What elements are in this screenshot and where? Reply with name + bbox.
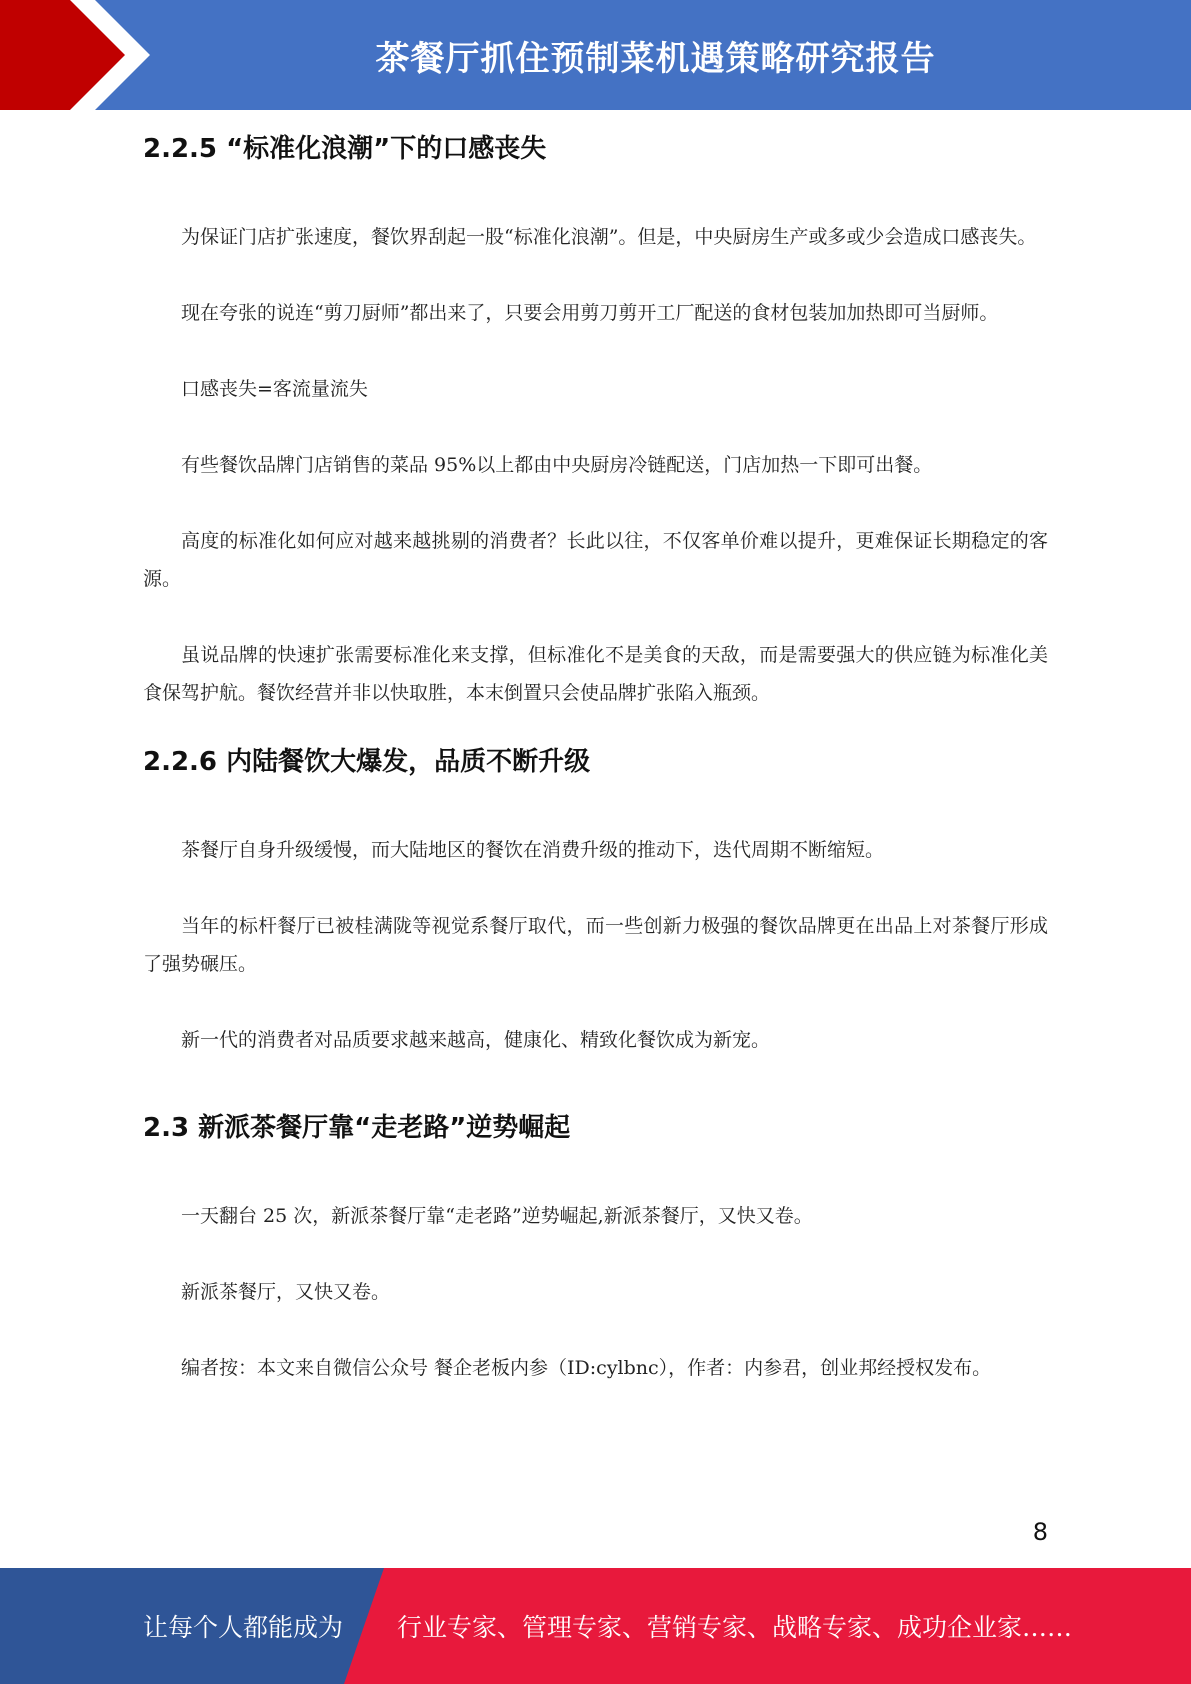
footer-banner [0,1568,1191,1684]
paragraph: 新派茶餐厅，又快又卷。 [181,1281,391,1303]
paragraph: 当年的标杆餐厅已被桂满陇等视觉系餐厅取代，而一些创新力极强的餐饮品牌更在出品上对茶餐厅形成了强势碾压。 [143,915,1048,975]
paragraph: 口感丧失=客流量流失 [181,378,368,400]
section-heading-2-2-6: 2.2.6 内陆餐饮大爆发，品质不断升级 [143,747,591,777]
page-number: 8 [1032,1518,1048,1546]
report-title: 茶餐厅抓住预制菜机遇策略研究报告 [375,38,936,79]
paragraph: 高度的标准化如何应对越来越挑剔的消费者？长此以往，不仅客单价难以提升，更难保证长期稳定的客源。 [143,530,1048,590]
chevron-arrow-icon [0,0,150,110]
page-content [143,118,1048,1387]
footer-slogan-right: 行业专家、管理专家、营销专家、战略专家、成功企业家…… [397,1613,1073,1642]
footer-slogan-left: 让每个人都能成为 [143,1613,344,1642]
paragraph: 有些餐饮品牌门店销售的菜品 95%以上都由中央厨房冷链配送，门店加热一下即可出餐。 [181,454,933,476]
paragraph: 茶餐厅自身升级缓慢，而大陆地区的餐饮在消费升级的推动下，迭代周期不断缩短。 [181,839,885,861]
report-header [0,0,1191,110]
paragraph: 一天翻台 25 次，新派茶餐厅靠“走老路”逆势崛起,新派茶餐厅，又快又卷。 [181,1205,813,1227]
paragraph: 现在夸张的说连“剪刀厨师”都出来了，只要会用剪刀剪开工厂配送的食材包装加加热即可当厨师。 [181,302,999,324]
paragraph: 编者按：本文来自微信公众号 餐企老板内参（ID:cylbnc），作者：内参君，创业邦经授权发布。 [181,1357,992,1379]
paragraph: 虽说品牌的快速扩张需要标准化来支撑，但标准化不是美食的天敌，而是需要强大的供应链为标准化美食保驾护航。餐饮经营并非以快取胜，本末倒置只会使品牌扩张陷入瓶颈。 [143,644,1048,704]
section-heading-2-2-5: 2.2.5 “标准化浪潮”下的口感丧失 [143,134,547,164]
paragraph: 新一代的消费者对品质要求越来越高，健康化、精致化餐饮成为新宠。 [181,1029,771,1051]
paragraph: 为保证门店扩张速度，餐饮界刮起一股“标准化浪潮”。但是，中央厨房生产或多或少会造成口感丧失。 [181,226,1037,248]
section-heading-2-3: 2.3 新派茶餐厅靠“走老路”逆势崛起 [143,1113,571,1143]
